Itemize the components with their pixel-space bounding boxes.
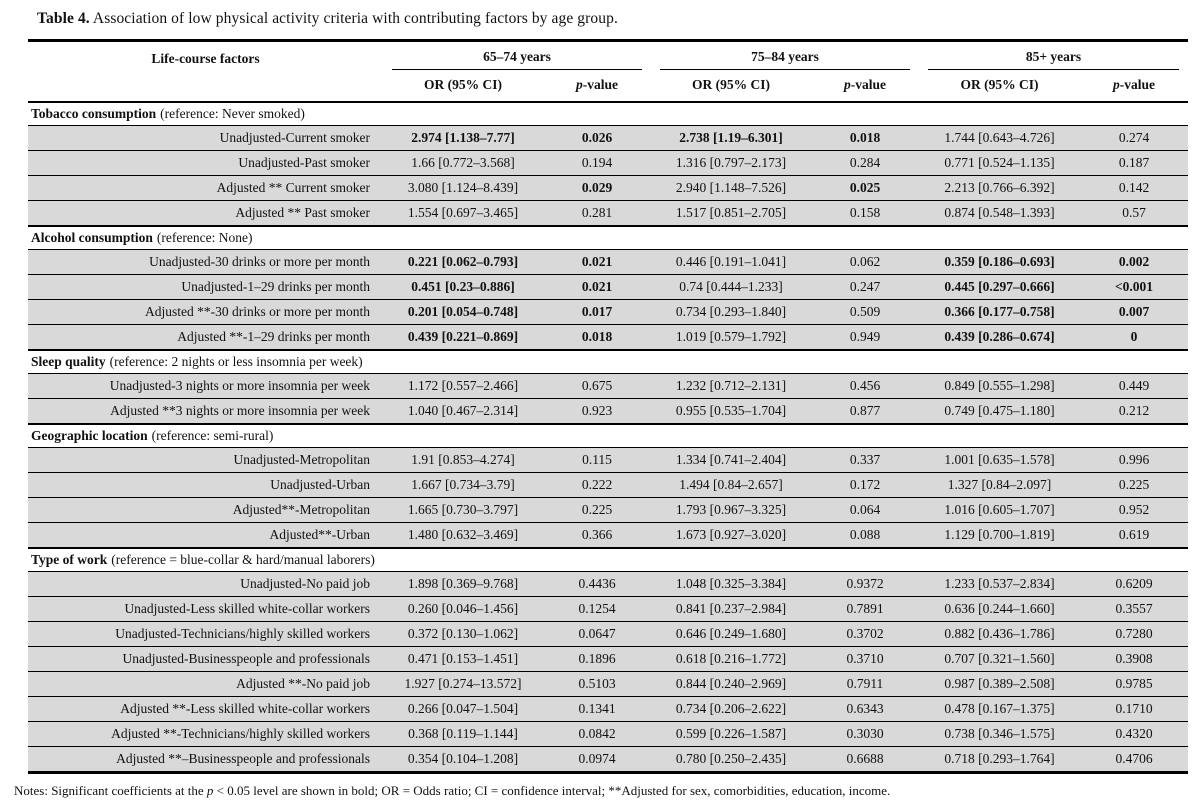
row-label: Adjusted **-No paid job: [28, 672, 383, 697]
p-value-cell: 0.274: [1080, 126, 1188, 151]
or-ci-cell: 0.734 [0.293–1.840]: [651, 300, 811, 325]
or-ci-cell: 1.517 [0.851–2.705]: [651, 201, 811, 227]
p-value-cell: 0.4436: [543, 572, 651, 597]
row-label: Adjusted **-Technicians/highly skilled workers: [28, 722, 383, 747]
or-ci-cell: 0.354 [0.104–1.208]: [383, 747, 543, 773]
or-ci-cell: 1.927 [0.274–13.572]: [383, 672, 543, 697]
or-ci-cell: 1.001 [0.635–1.578]: [919, 448, 1080, 473]
section-header: [28, 548, 1188, 572]
p-value-cell: 0.1710: [1080, 697, 1188, 722]
p-value-cell: 0.4706: [1080, 747, 1188, 773]
table-title-label: Table 4.: [37, 10, 90, 27]
p-rest: -value: [1119, 77, 1155, 92]
p-value-cell: 0.3702: [811, 622, 919, 647]
or-ci-cell: 2.213 [0.766–6.392]: [919, 176, 1080, 201]
p-value-cell: 0.3557: [1080, 597, 1188, 622]
row-label: Unadjusted-Technicians/highly skilled workers: [28, 622, 383, 647]
p-value-cell: 0.172: [811, 473, 919, 498]
or-ci-cell: 2.974 [1.138–7.77]: [383, 126, 543, 151]
p-value-cell: 0.456: [811, 374, 919, 399]
or-ci-cell: 0.260 [0.046–1.456]: [383, 597, 543, 622]
or-ci-cell: 1.316 [0.797–2.173]: [651, 151, 811, 176]
p-value-cell: 0: [1080, 325, 1188, 351]
p-value-cell: 0.187: [1080, 151, 1188, 176]
p-value-cell: 0.877: [811, 399, 919, 425]
p-value-cell: 0.366: [543, 523, 651, 549]
p-value-cell: 0.115: [543, 448, 651, 473]
p-value-cell: 0.284: [811, 151, 919, 176]
or-ci-cell: 0.599 [0.226–1.587]: [651, 722, 811, 747]
or-ci-cell: 0.849 [0.555–1.298]: [919, 374, 1080, 399]
p-value-cell: 0.225: [1080, 473, 1188, 498]
p-value-cell: 0.194: [543, 151, 651, 176]
or-ci-cell: 1.480 [0.632–3.469]: [383, 523, 543, 549]
p-value-cell: 0.021: [543, 250, 651, 275]
p-header-1: [543, 70, 651, 102]
table-row: [28, 622, 1188, 647]
or-ci-cell: 1.673 [0.927–3.020]: [651, 523, 811, 549]
p-value-cell: 0.029: [543, 176, 651, 201]
section-header: [28, 102, 1188, 126]
p-value-cell: 0.142: [1080, 176, 1188, 201]
p-value-cell: 0.619: [1080, 523, 1188, 549]
or-ci-cell: 0.780 [0.250–2.435]: [651, 747, 811, 773]
section-name: Alcohol consumption: [31, 230, 153, 245]
table-row: [28, 498, 1188, 523]
row-label: Unadjusted-Metropolitan: [28, 448, 383, 473]
section-reference: (reference: 2 nights or less insomnia per week): [109, 354, 363, 369]
results-table: [28, 39, 1188, 774]
p-value-cell: 0.1341: [543, 697, 651, 722]
table-row: [28, 572, 1188, 597]
table-title: [37, 10, 1189, 28]
p-value-cell: 0.0647: [543, 622, 651, 647]
or-ci-cell: 0.707 [0.321–1.560]: [919, 647, 1080, 672]
p-italic: p: [844, 77, 851, 92]
or-ci-cell: 0.445 [0.297–0.666]: [919, 275, 1080, 300]
or-ci-cell: 1.232 [0.712–2.131]: [651, 374, 811, 399]
p-value-cell: 0.675: [543, 374, 651, 399]
p-value-cell: 0.6209: [1080, 572, 1188, 597]
section-header: [28, 226, 1188, 250]
table-row: [28, 374, 1188, 399]
section-name: Geographic location: [31, 428, 148, 443]
or-ci-cell: 1.334 [0.741–2.404]: [651, 448, 811, 473]
table-row: [28, 250, 1188, 275]
table-row: [28, 448, 1188, 473]
or-ci-cell: 0.738 [0.346–1.575]: [919, 722, 1080, 747]
row-label: Adjusted **3 nights or more insomnia per week: [28, 399, 383, 425]
or-ci-cell: 1.898 [0.369–9.768]: [383, 572, 543, 597]
section-name: Tobacco consumption: [31, 106, 157, 121]
row-label: Unadjusted-Less skilled white-collar workers: [28, 597, 383, 622]
or-ci-cell: 0.478 [0.167–1.375]: [919, 697, 1080, 722]
table-row: [28, 747, 1188, 773]
table-row: [28, 275, 1188, 300]
p-value-cell: 0.222: [543, 473, 651, 498]
p-value-cell: 0.9785: [1080, 672, 1188, 697]
section-reference: (reference: Never smoked): [160, 106, 305, 121]
row-label: Unadjusted-Past smoker: [28, 151, 383, 176]
age-group-65-74-label: 65–74 years: [392, 42, 642, 70]
row-label: Adjusted**-Urban: [28, 523, 383, 549]
p-value-cell: 0.3908: [1080, 647, 1188, 672]
age-group-75-84-label: 75–84 years: [660, 42, 910, 70]
p-value-cell: 0.57: [1080, 201, 1188, 227]
section-header-row: [28, 548, 1188, 572]
table-row: [28, 300, 1188, 325]
notes-prefix: Notes: Significant coefficients at the: [14, 783, 207, 798]
row-label: Adjusted**-Metropolitan: [28, 498, 383, 523]
or-ci-cell: 0.987 [0.389–2.508]: [919, 672, 1080, 697]
age-group-header-row: [28, 41, 1188, 71]
p-value-cell: 0.6688: [811, 747, 919, 773]
p-value-cell: 0.4320: [1080, 722, 1188, 747]
or-ci-cell: 2.940 [1.148–7.526]: [651, 176, 811, 201]
p-value-cell: 0.952: [1080, 498, 1188, 523]
row-label: Unadjusted-Businesspeople and professionals: [28, 647, 383, 672]
p-value-cell: 0.247: [811, 275, 919, 300]
or-ci-cell: 1.233 [0.537–2.834]: [919, 572, 1080, 597]
or-header-1: OR (95% CI): [383, 70, 543, 102]
or-ci-cell: 1.667 [0.734–3.79]: [383, 473, 543, 498]
section-name: Type of work: [31, 552, 108, 567]
or-ci-cell: 0.718 [0.293–1.764]: [919, 747, 1080, 773]
table-row: [28, 151, 1188, 176]
table-body: [28, 102, 1188, 773]
p-value-cell: 0.7911: [811, 672, 919, 697]
or-ci-cell: 0.844 [0.240–2.969]: [651, 672, 811, 697]
or-ci-cell: 0.471 [0.153–1.451]: [383, 647, 543, 672]
table-row: [28, 523, 1188, 549]
table-title-text: Association of low physical activity criteria with contributing factors by age group.: [89, 10, 618, 27]
p-value-cell: 0.002: [1080, 250, 1188, 275]
or-ci-cell: 1.554 [0.697–3.465]: [383, 201, 543, 227]
p-value-cell: 0.1896: [543, 647, 651, 672]
p-value-cell: 0.0842: [543, 722, 651, 747]
p-value-cell: 0.0974: [543, 747, 651, 773]
or-ci-cell: 1.172 [0.557–2.466]: [383, 374, 543, 399]
or-ci-cell: 1.327 [0.84–2.097]: [919, 473, 1080, 498]
row-label: Adjusted **-30 drinks or more per month: [28, 300, 383, 325]
or-ci-cell: 0.368 [0.119–1.144]: [383, 722, 543, 747]
p-value-cell: <0.001: [1080, 275, 1188, 300]
or-ci-cell: 0.266 [0.047–1.504]: [383, 697, 543, 722]
p-value-cell: 0.996: [1080, 448, 1188, 473]
row-label: Adjusted ** Past smoker: [28, 201, 383, 227]
table-row: [28, 176, 1188, 201]
row-label: Adjusted **-1–29 drinks per month: [28, 325, 383, 351]
table-row: [28, 647, 1188, 672]
or-ci-cell: 1.129 [0.700–1.819]: [919, 523, 1080, 549]
p-value-cell: 0.062: [811, 250, 919, 275]
table-row: [28, 126, 1188, 151]
or-ci-cell: 0.646 [0.249–1.680]: [651, 622, 811, 647]
or-ci-cell: 0.841 [0.237–2.984]: [651, 597, 811, 622]
p-rest: -value: [582, 77, 618, 92]
row-label: Unadjusted-3 nights or more insomnia per week: [28, 374, 383, 399]
section-reference: (reference: None): [156, 230, 253, 245]
table-row: [28, 399, 1188, 425]
table-row: [28, 597, 1188, 622]
p-value-cell: 0.7891: [811, 597, 919, 622]
or-ci-cell: 1.665 [0.730–3.797]: [383, 498, 543, 523]
p-value-cell: 0.3710: [811, 647, 919, 672]
p-value-cell: 0.3030: [811, 722, 919, 747]
p-italic: p: [576, 77, 583, 92]
section-header-row: [28, 102, 1188, 126]
or-ci-cell: 1.494 [0.84–2.657]: [651, 473, 811, 498]
p-value-cell: 0.509: [811, 300, 919, 325]
p-value-cell: 0.021: [543, 275, 651, 300]
or-ci-cell: 1.793 [0.967–3.325]: [651, 498, 811, 523]
or-ci-cell: 0.359 [0.186–0.693]: [919, 250, 1080, 275]
or-ci-cell: 0.439 [0.286–0.674]: [919, 325, 1080, 351]
p-value-cell: 0.9372: [811, 572, 919, 597]
row-label: Unadjusted-No paid job: [28, 572, 383, 597]
table-notes: [14, 783, 1189, 799]
p-value-cell: 0.018: [811, 126, 919, 151]
age-group-85-plus-label: 85+ years: [928, 42, 1179, 70]
section-header: [28, 424, 1188, 448]
p-value-cell: 0.281: [543, 201, 651, 227]
age-group-75-84: [651, 41, 919, 71]
p-value-cell: 0.949: [811, 325, 919, 351]
or-ci-cell: 0.74 [0.444–1.233]: [651, 275, 811, 300]
or-ci-cell: 0.882 [0.436–1.786]: [919, 622, 1080, 647]
p-value-cell: 0.212: [1080, 399, 1188, 425]
row-label: Unadjusted-Urban: [28, 473, 383, 498]
p-value-cell: 0.064: [811, 498, 919, 523]
section-header-row: [28, 424, 1188, 448]
age-group-85-plus: [919, 41, 1188, 71]
p-value-cell: 0.088: [811, 523, 919, 549]
row-label: Adjusted **–Businesspeople and professionals: [28, 747, 383, 773]
or-ci-cell: 1.016 [0.605–1.707]: [919, 498, 1080, 523]
notes-p-italic: p: [206, 783, 214, 798]
p-value-cell: 0.025: [811, 176, 919, 201]
or-ci-cell: 0.366 [0.177–0.758]: [919, 300, 1080, 325]
table-row: [28, 473, 1188, 498]
or-ci-cell: 3.080 [1.124–8.439]: [383, 176, 543, 201]
p-value-cell: 0.1254: [543, 597, 651, 622]
table-row: [28, 722, 1188, 747]
or-ci-cell: 0.749 [0.475–1.180]: [919, 399, 1080, 425]
table-header: [28, 41, 1188, 103]
p-value-cell: 0.449: [1080, 374, 1188, 399]
row-label: Unadjusted-1–29 drinks per month: [28, 275, 383, 300]
p-header-2: [811, 70, 919, 102]
row-label: Adjusted **-Less skilled white-collar workers: [28, 697, 383, 722]
p-value-cell: 0.225: [543, 498, 651, 523]
p-value-cell: 0.018: [543, 325, 651, 351]
or-ci-cell: 0.771 [0.524–1.135]: [919, 151, 1080, 176]
or-header-3: OR (95% CI): [919, 70, 1080, 102]
or-ci-cell: 0.201 [0.054–0.748]: [383, 300, 543, 325]
p-rest: -value: [850, 77, 886, 92]
p-value-cell: 0.007: [1080, 300, 1188, 325]
or-ci-cell: 0.874 [0.548–1.393]: [919, 201, 1080, 227]
p-value-cell: 0.7280: [1080, 622, 1188, 647]
section-reference: (reference = blue-collar & hard/manual laborers): [111, 552, 375, 567]
p-value-cell: 0.017: [543, 300, 651, 325]
p-value-cell: 0.158: [811, 201, 919, 227]
table-row: [28, 325, 1188, 351]
p-value-cell: 0.5103: [543, 672, 651, 697]
or-ci-cell: 0.221 [0.062–0.793]: [383, 250, 543, 275]
row-label: Adjusted ** Current smoker: [28, 176, 383, 201]
or-ci-cell: 0.618 [0.216–1.772]: [651, 647, 811, 672]
or-ci-cell: 1.744 [0.643–4.726]: [919, 126, 1080, 151]
section-header-row: [28, 226, 1188, 250]
or-ci-cell: 2.738 [1.19–6.301]: [651, 126, 811, 151]
or-ci-cell: 1.040 [0.467–2.314]: [383, 399, 543, 425]
p-italic: p: [1113, 77, 1120, 92]
notes-suffix: < 0.05 level are shown in bold; OR = Odds ratio; CI = confidence interval; **Adjusted for sex, comorbidities, education, income.: [213, 783, 891, 798]
row-label: Unadjusted-Current smoker: [28, 126, 383, 151]
or-ci-cell: 1.019 [0.579–1.792]: [651, 325, 811, 351]
or-ci-cell: 1.048 [0.325–3.384]: [651, 572, 811, 597]
or-header-2: OR (95% CI): [651, 70, 811, 102]
or-ci-cell: 0.439 [0.221–0.869]: [383, 325, 543, 351]
p-value-cell: 0.6343: [811, 697, 919, 722]
or-ci-cell: 0.955 [0.535–1.704]: [651, 399, 811, 425]
age-group-65-74: [383, 41, 651, 71]
table-row: [28, 697, 1188, 722]
or-ci-cell: 1.66 [0.772–3.568]: [383, 151, 543, 176]
or-ci-cell: 1.91 [0.853–4.274]: [383, 448, 543, 473]
p-value-cell: 0.026: [543, 126, 651, 151]
p-header-3: [1080, 70, 1188, 102]
or-ci-cell: 0.372 [0.130–1.062]: [383, 622, 543, 647]
section-header-row: [28, 350, 1188, 374]
table-row: [28, 201, 1188, 227]
section-header: [28, 350, 1188, 374]
table-row: [28, 672, 1188, 697]
or-ci-cell: 0.451 [0.23–0.886]: [383, 275, 543, 300]
or-ci-cell: 0.636 [0.244–1.660]: [919, 597, 1080, 622]
row-label: Unadjusted-30 drinks or more per month: [28, 250, 383, 275]
p-value-cell: 0.923: [543, 399, 651, 425]
p-value-cell: 0.337: [811, 448, 919, 473]
or-ci-cell: 0.734 [0.206–2.622]: [651, 697, 811, 722]
or-ci-cell: 0.446 [0.191–1.041]: [651, 250, 811, 275]
factor-column-header: Life-course factors: [151, 51, 260, 66]
section-reference: (reference: semi-rural): [151, 428, 274, 443]
section-name: Sleep quality: [31, 354, 106, 369]
